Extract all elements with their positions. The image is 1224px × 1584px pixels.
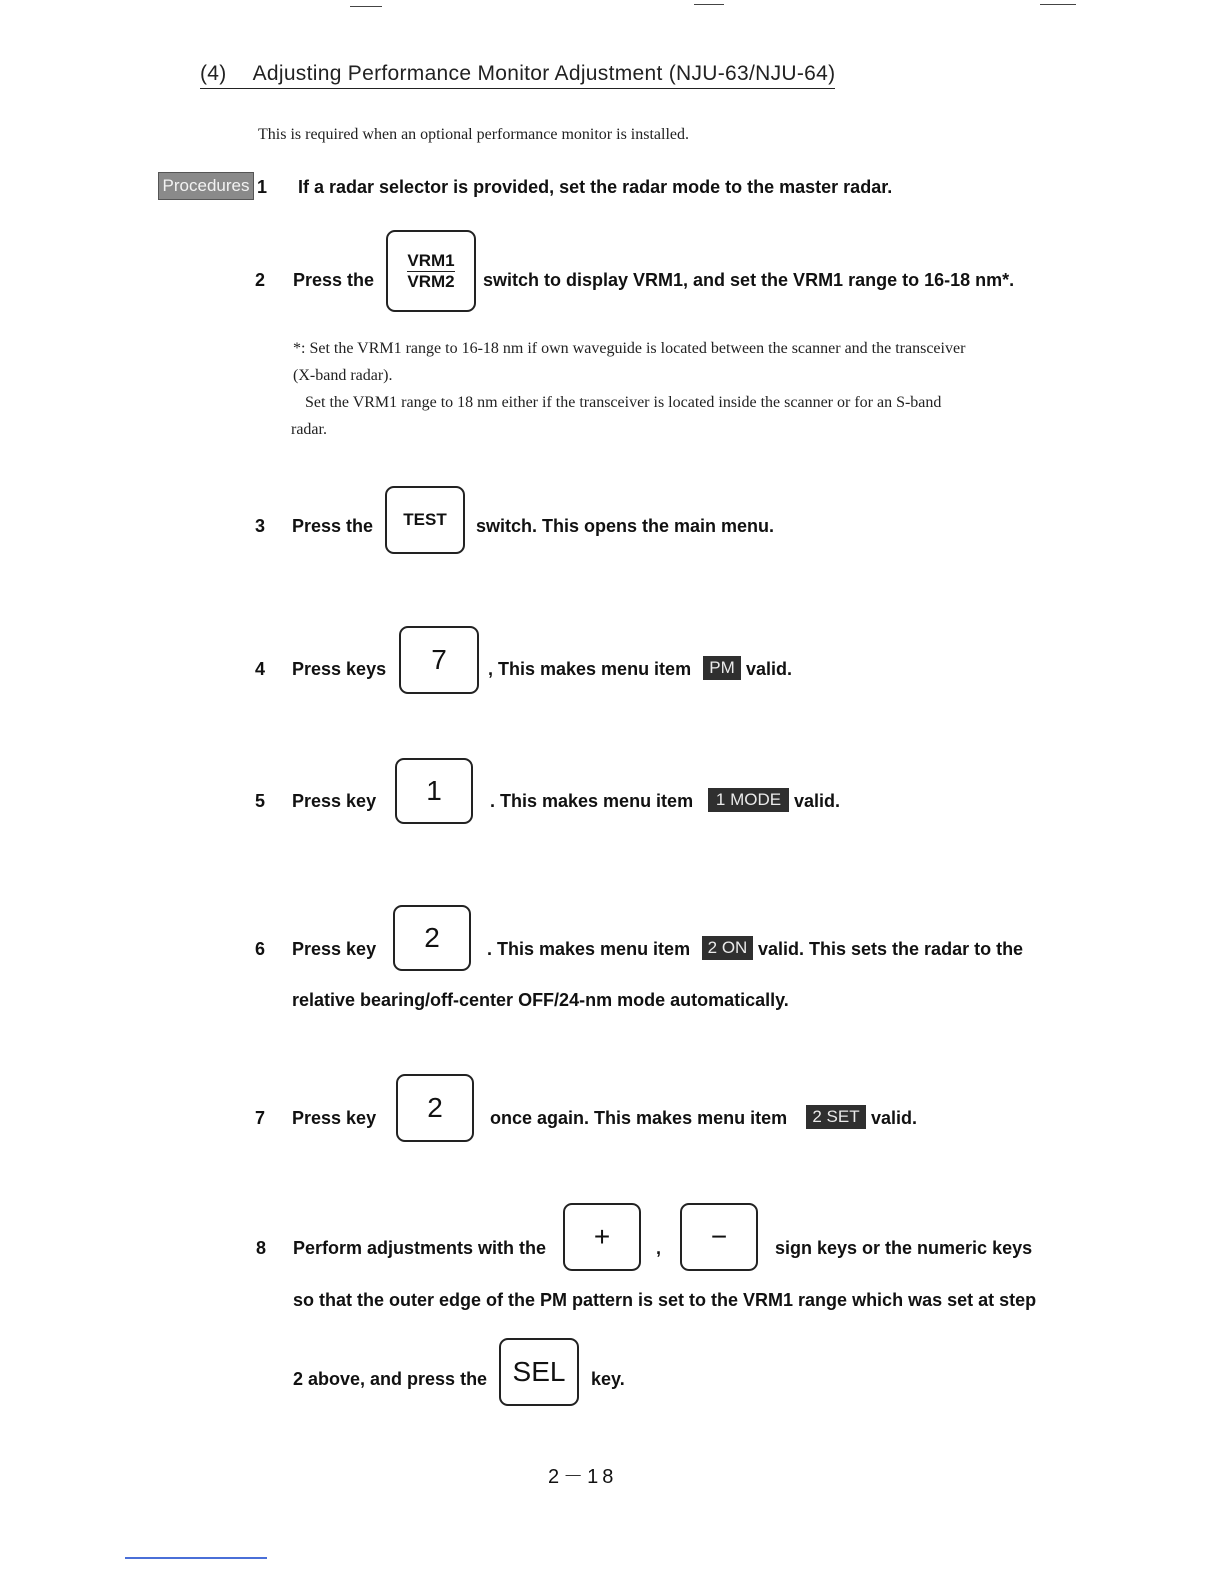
key-7[interactable] — [399, 626, 479, 694]
test-key[interactable] — [385, 486, 465, 554]
plus-icon: + — [593, 1221, 611, 1252]
step-number: 8 — [256, 1238, 267, 1258]
step-text: so that the outer edge of the PM pattern is set to the VRM1 range which was set at step — [293, 1290, 1037, 1310]
menu-item-highlight: 2 ON — [702, 936, 753, 960]
sel-key[interactable] — [499, 1338, 579, 1406]
key-2-label: 2 — [424, 922, 440, 953]
vrm-key-bottom-label: VRM2 — [407, 271, 455, 291]
step-number: 5 — [255, 791, 266, 811]
step-text: Press key — [292, 791, 377, 811]
menu-item-highlight: 1 MODE — [708, 788, 789, 812]
step-number: 1 — [257, 177, 268, 197]
key-1-label: 1 — [426, 775, 442, 806]
test-key-label: TEST — [403, 510, 447, 529]
scan-mark — [350, 6, 382, 7]
procedures-badge: Procedures — [158, 172, 254, 200]
step-text: relative bearing/off-center OFF/24-nm mode automatically. — [292, 990, 789, 1010]
step-text: key. — [591, 1369, 625, 1389]
scan-mark — [694, 4, 724, 5]
step-text: Perform adjustments with the — [293, 1238, 547, 1258]
minus-icon: − — [710, 1221, 728, 1252]
section-title — [200, 62, 835, 89]
note-line: radar. — [291, 421, 327, 438]
step-text: . This makes menu item — [490, 791, 694, 811]
step-text: switch to display VRM1, and set the VRM1 range to 16-18 nm*. — [483, 270, 1015, 290]
key-1[interactable] — [395, 758, 473, 824]
key-2[interactable] — [393, 905, 471, 971]
comma: , — [656, 1238, 662, 1258]
minus-key[interactable] — [680, 1203, 758, 1271]
step-text: If a radar selector is provided, set the radar mode to the master radar. — [298, 177, 893, 197]
step-text: . This makes menu item — [487, 939, 691, 959]
step-number: 4 — [255, 659, 266, 679]
step-number: 2 — [255, 270, 266, 290]
plus-key[interactable] — [563, 1203, 641, 1271]
step-number: 6 — [255, 939, 266, 959]
intro-text: This is required when an optional performance monitor is installed. — [258, 126, 689, 143]
step-number: 3 — [255, 516, 266, 536]
step-text: Press the — [292, 516, 374, 536]
step-text: 2 above, and press the — [293, 1369, 488, 1389]
step-text: sign keys or the numeric keys — [775, 1238, 1033, 1258]
step-text: valid. — [746, 659, 793, 679]
note-line: *: Set the VRM1 range to 16-18 nm if own waveguide is located between the scanner and the transceiver — [293, 340, 966, 357]
step-text: valid. This sets the radar to the — [758, 939, 1024, 959]
key-2[interactable] — [396, 1074, 474, 1142]
menu-item-highlight: PM — [703, 656, 741, 680]
step-number: 7 — [255, 1108, 266, 1128]
step-text: Press the — [293, 270, 375, 290]
key-2-label: 2 — [427, 1092, 443, 1123]
note-line: (X-band radar). — [293, 367, 393, 384]
vrm-key-top-label: VRM1 — [407, 250, 455, 270]
page-number: 2－18 — [548, 1466, 618, 1488]
step-text: Press key — [292, 939, 377, 959]
section-title-text: Adjusting Performance Monitor Adjustment (NJU-63/NJU-64) — [252, 62, 836, 85]
key-7-label: 7 — [431, 644, 447, 675]
section-number: (4) — [200, 62, 227, 85]
step-text: , This makes menu item — [488, 659, 692, 679]
step-text: Press key — [292, 1108, 377, 1128]
step-text: valid. — [794, 791, 841, 811]
scan-edge-line — [125, 1557, 267, 1559]
step-text: Press keys — [292, 659, 387, 679]
menu-item-highlight: 2 SET — [806, 1105, 866, 1129]
vrm-key[interactable] — [386, 230, 476, 312]
step-text: valid. — [871, 1108, 918, 1128]
sel-key-label: SEL — [512, 1356, 566, 1387]
note-line: Set the VRM1 range to 18 nm either if the transceiver is located inside the scanner or for an S-band — [305, 394, 942, 411]
step-text: once again. This makes menu item — [490, 1108, 788, 1128]
scan-mark — [1040, 4, 1076, 5]
step-text: switch. This opens the main menu. — [476, 516, 775, 536]
